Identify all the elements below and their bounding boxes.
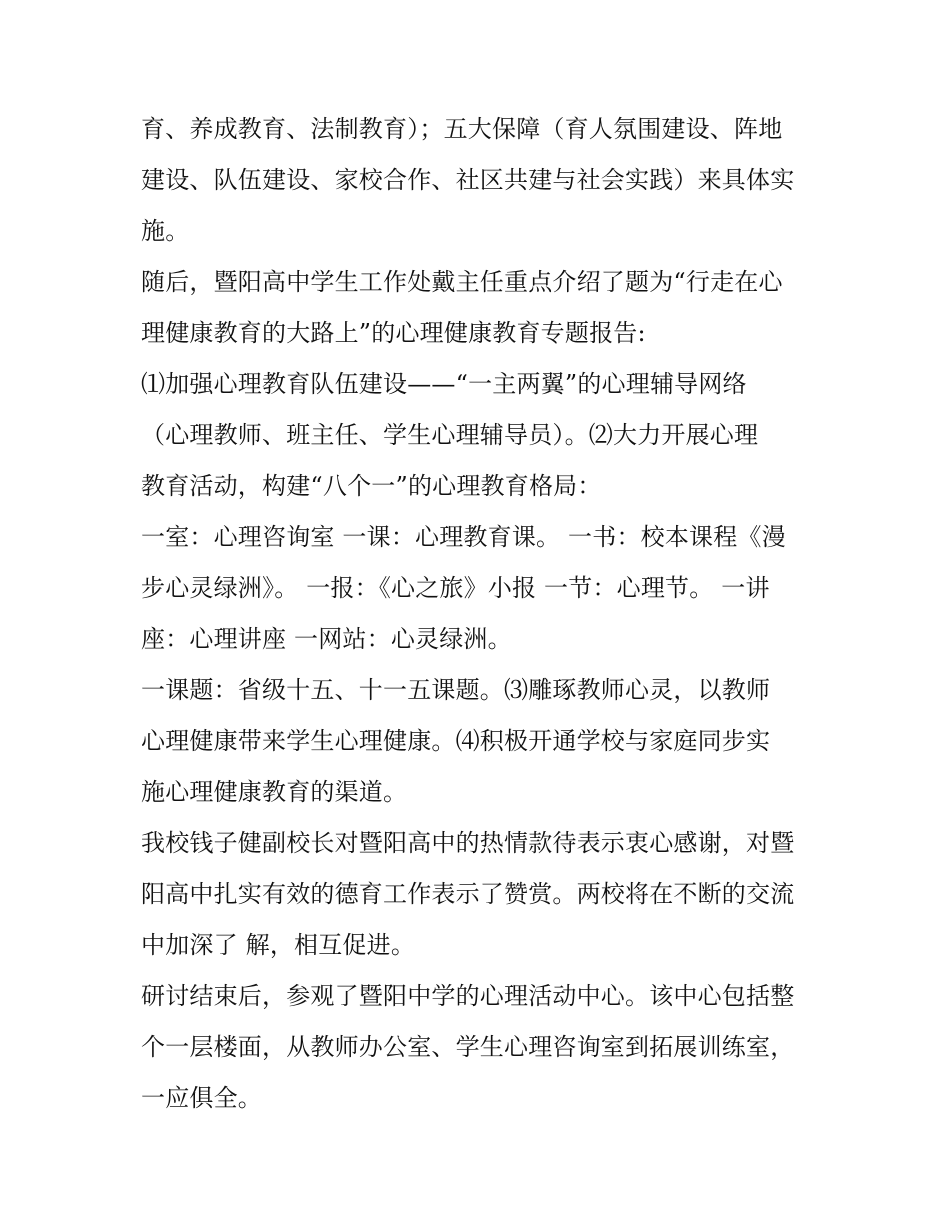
- text-line: 随后，暨阳高中学生工作处戴主任重点介绍了题为“行走在心: [141, 268, 783, 296]
- document-body: [141, 104, 821, 1124]
- text-line: （心理教师、班主任、学生心理辅导员）。⑵大力开展心理: [141, 421, 759, 449]
- text-line: 建设、队伍建设、家校合作、社区共建与社会实践）来具体实: [141, 166, 795, 194]
- text-line: 我校钱子健副校长对暨阳高中的热情款待表示衷心感谢，对暨: [141, 829, 795, 857]
- text-line: 施心理健康教育的渠道。: [141, 778, 408, 806]
- text-line: 个一层楼面，从教师办公室、学生心理咨询室到拓展训练室，: [141, 1033, 795, 1061]
- text-line: 一室：心理咨询室 一课：心理教育课。 一书：校本课程《漫: [141, 523, 786, 551]
- text-line: 心理健康带来学生心理健康。⑷积极开通学校与家庭同步实: [141, 727, 771, 755]
- text-line: 座：心理讲座 一网站：心灵绿洲。: [141, 625, 512, 653]
- text-line: 阳高中扎实有效的德育工作表示了赞赏。两校将在不断的交流: [141, 880, 795, 908]
- text-line: 一应俱全。: [141, 1084, 262, 1112]
- text-line: 中加深了 解，相互促进。: [141, 931, 416, 959]
- text-line: 育、养成教育、法制教育）；五大保障（育人氛围建设、阵地: [141, 115, 783, 143]
- text-line: 步心灵绿洲》。 一报：《心之旅》小报 一节：心理节。 一讲: [141, 574, 770, 602]
- text-line: 研讨结束后，参观了暨阳中学的心理活动中心。该中心包括整: [141, 982, 795, 1010]
- text-line: 施。: [141, 217, 190, 245]
- text-line: 理健康教育的大路上”的心理健康教育专题报告:: [141, 319, 646, 347]
- text-line: 一课题：省级十五、十一五课题。⑶雕琢教师心灵，以教师: [141, 676, 771, 704]
- text-line: ⑴加强心理教育队伍建设——“一主两翼”的心理辅导网络: [141, 370, 747, 398]
- text-line: 教育活动，构建“八个一”的心理教育格局：: [141, 472, 602, 500]
